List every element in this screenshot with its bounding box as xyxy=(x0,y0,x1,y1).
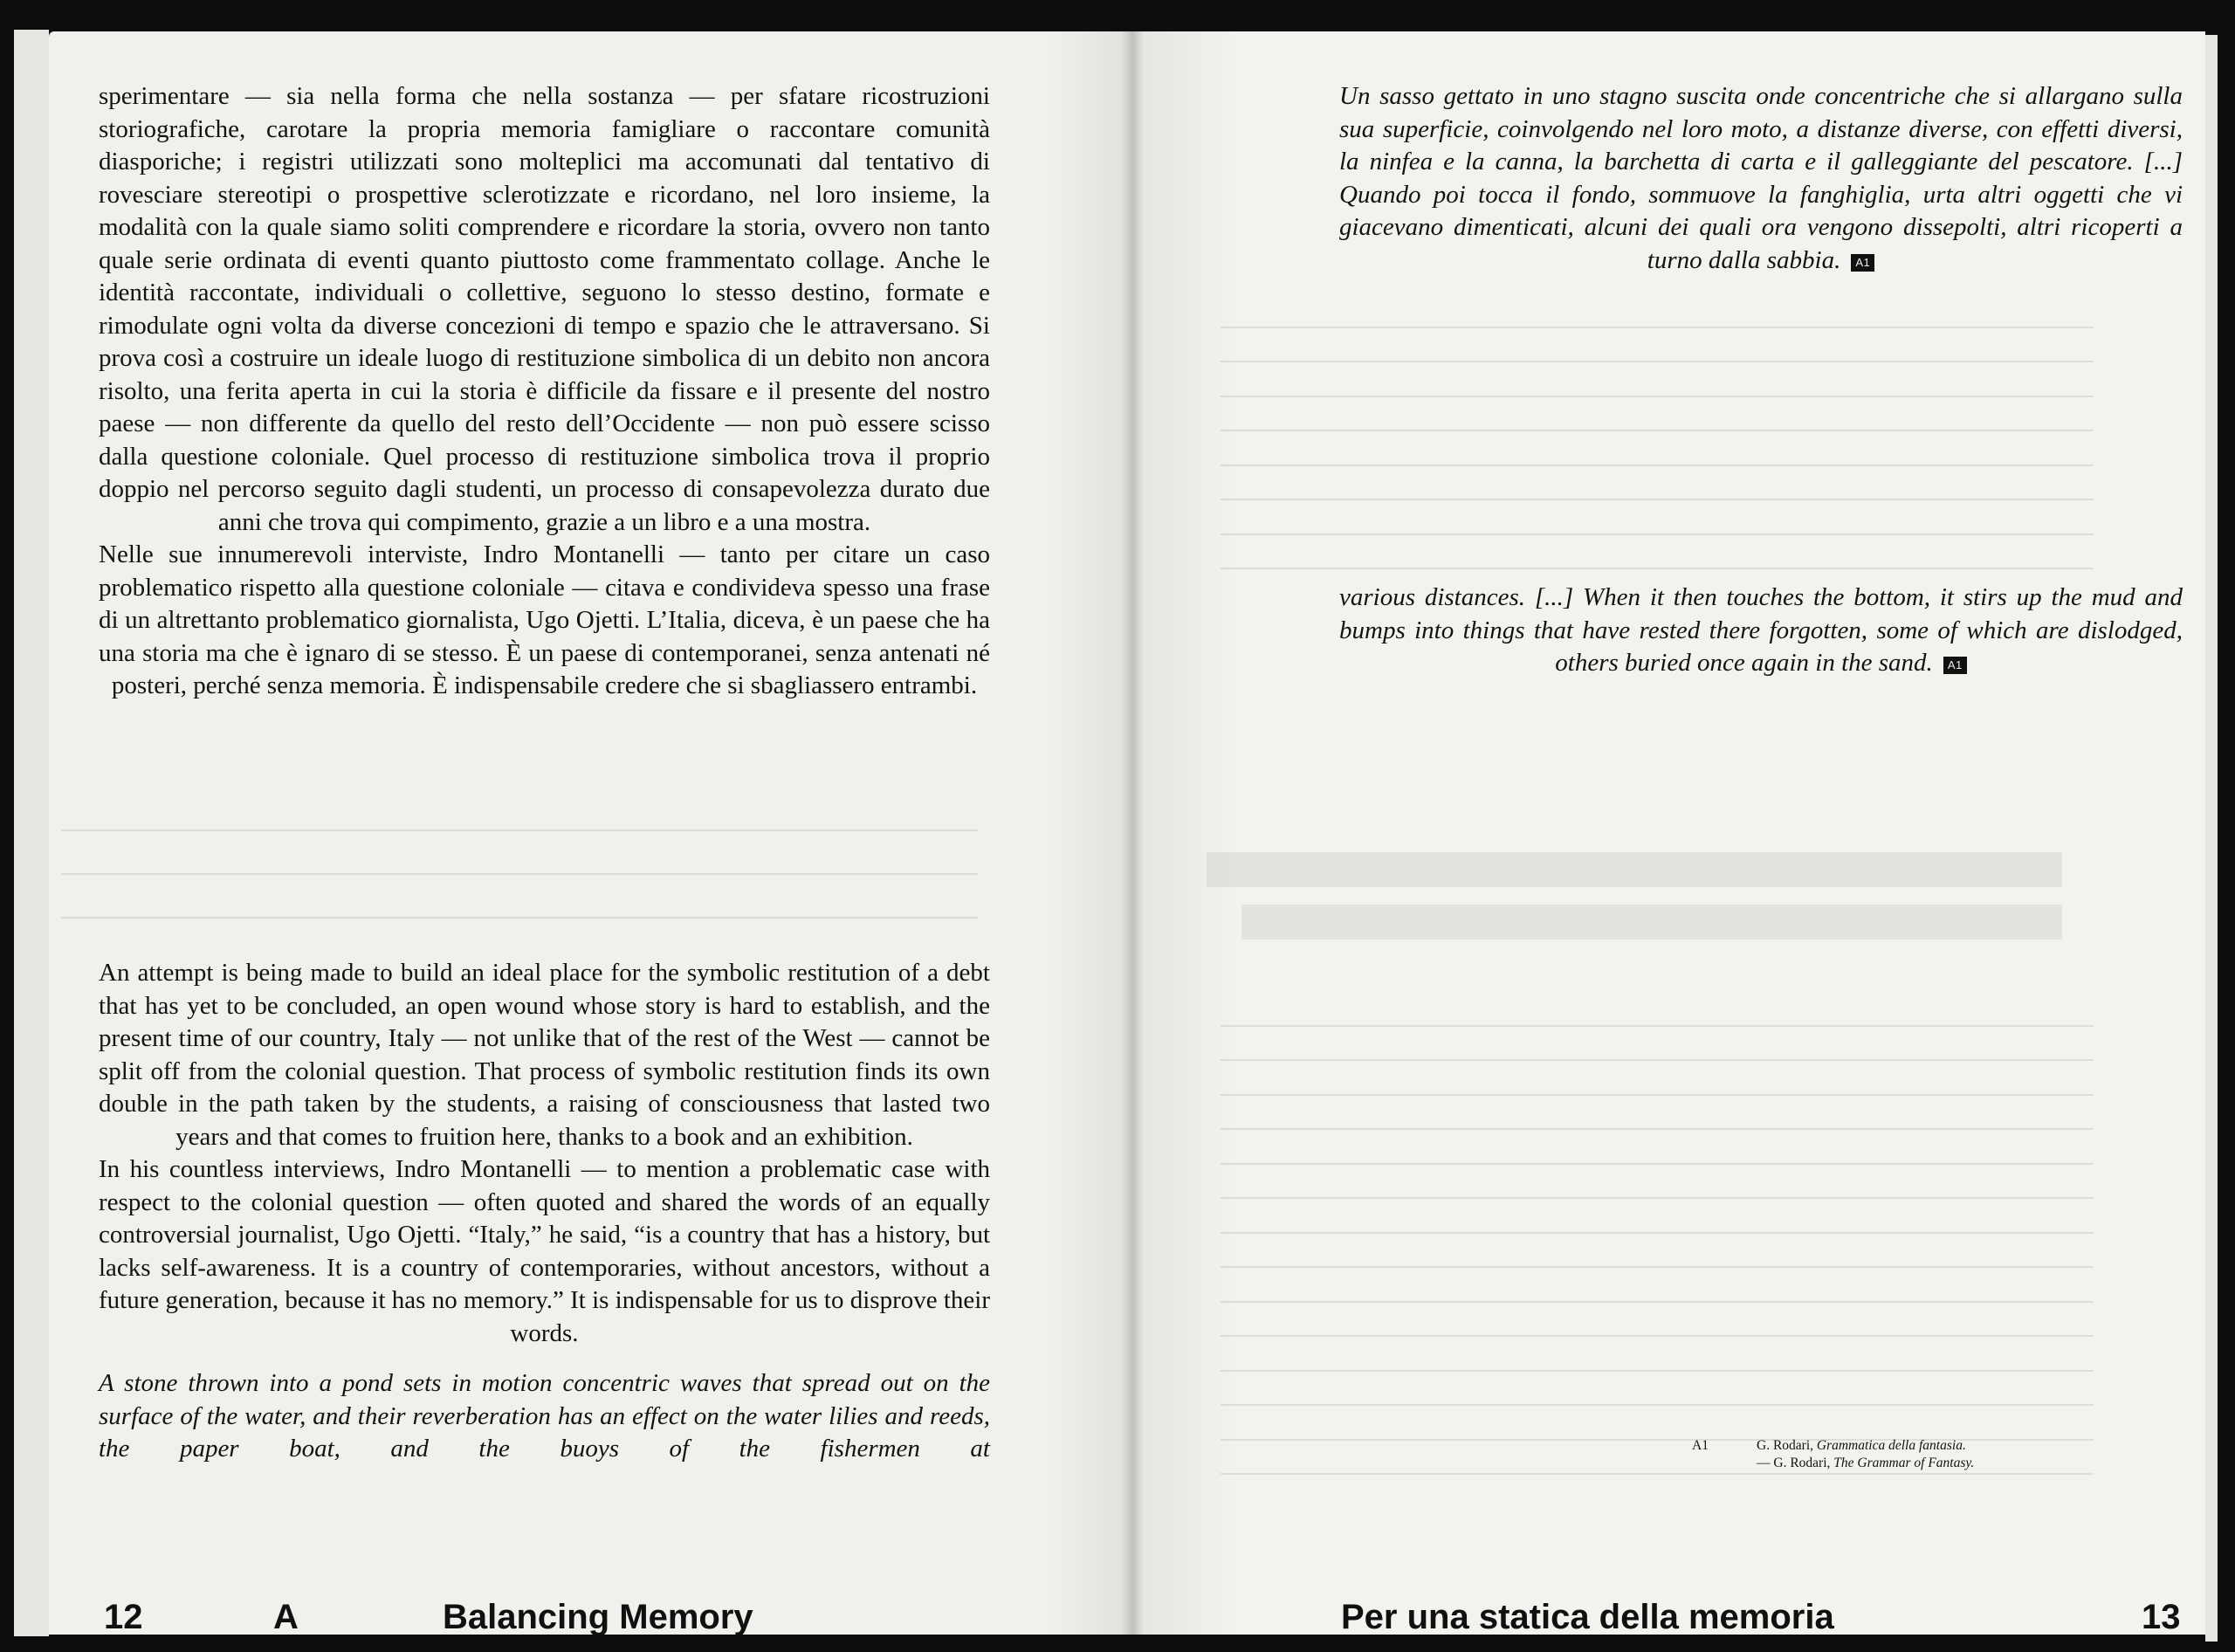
italian-quote xyxy=(1339,80,2183,277)
english-body-text xyxy=(99,957,990,1466)
english-quote-end xyxy=(1339,582,2183,680)
running-title-right: Per una statica della memoria xyxy=(1341,1598,1834,1635)
footnote-marker-en: A1 xyxy=(1943,657,1967,674)
show-through-text xyxy=(61,800,978,931)
section-letter-left: A xyxy=(273,1598,299,1635)
english-quote-end-text: various distances. [...] When it then touches the bottom, it stirs up the mud and bumps into things that have rested there forgotten, some of which are dislodged, others buried once again in the sand. xyxy=(1339,583,2183,677)
footnote-title-en: The Grammar of Fantasy. xyxy=(1833,1456,1975,1470)
right-page xyxy=(1133,31,2205,1635)
english-paragraph-1: An attempt is being made to build an ideal place for the symbolic restitution of a debt that has yet to be concluded, an open wound whose story is hard to establish, and the present time of our country, Italy — not unlike that of the rest of the West — cannot be split off from the colonial question. That process of symbolic restitution finds its own double in the path taken by the students, a raising of consciousness that lasted two years and that comes to fruition here, thanks to a book and an exhibition. xyxy=(99,959,990,1151)
show-through-heading xyxy=(1189,852,2062,974)
footnote-marker: A1 xyxy=(1851,254,1874,272)
footnote xyxy=(1692,1437,2041,1476)
page-edges-right xyxy=(2205,35,2218,1642)
page-edges-left xyxy=(14,30,49,1636)
show-through-paragraphs-top xyxy=(1221,293,2094,608)
italian-quote-text: Un sasso gettato in uno stagno suscita onde concentriche che si allargano sulla sua superficie, coinvolgendo nel loro moto, a distanze diverse, con effetti diversi, la ninfea e la canna, la barchetta di carta e il galleggiante del pescatore. [...] Quando poi tocca il fondo, sommuove la fanghiglia, urta altri oggetti che vi giacevano dimenticati, alcuni dei quali ora vengono dissepolti, altri ricoperti a turno dalla sabbia. xyxy=(1339,82,2183,274)
running-title-left: Balancing Memory xyxy=(443,1598,753,1635)
footnote-line-1: G. Rodari, Grammatica della fantasia. xyxy=(1757,1438,1966,1453)
italian-body-text xyxy=(99,80,990,703)
footnote-title-it: Grammatica della fantasia. xyxy=(1816,1438,1966,1453)
english-quote-start: A stone thrown into a pond sets in motion concentric waves that spread out on the surface of the water, and their reverberation has an effect on the water lilies and reeds, the paper boat, and the buoys of the fishermen at xyxy=(99,1369,990,1463)
english-paragraph-2: In his countless interviews, Indro Montanelli — to mention a problematic case with respect to the colonial question — often quoted and shared the words of an equally controversial journalist, Ugo Ojetti. “Italy,” he said, “is a country that has a history, but lacks self-awareness. It is a country of contemporaries, without ancestors, without a future generation, because it has no memory.” It is indispensable for us to disprove their words. xyxy=(99,1155,990,1347)
page-number-right: 13 xyxy=(2142,1598,2181,1635)
footnote-number: A1 xyxy=(1692,1438,1709,1453)
book-gutter-shadow xyxy=(1048,31,1240,1635)
footnote-line-2: — G. Rodari, The Grammar of Fantasy. xyxy=(1757,1456,1975,1470)
left-page xyxy=(49,31,1133,1635)
italian-paragraph-1: sperimentare — sia nella forma che nella sostanza — per sfatare ricostruzioni storiografiche, carotare la propria memoria famigliare o raccontare comunità diasporiche; i registri utilizzati sono molteplici ma accomunati dal tentativo di rovesciare stereotipi o prospettive sclerotizzate e ricordano, nel loro insieme, la modalità con la quale siamo soliti comprendere e ricordare la storia, ovvero non tanto quale serie ordinata di eventi quanto piuttosto come frammentato collage. Anche le identità raccontate, individuali o collettive, seguono lo stesso destino, formate e rimodulate ogni volta da diverse concezioni di tempo e spazio che le attraversano. Si prova così a costruire un ideale luogo di restituzione simbolica di un debito non ancora risolto, una ferita aperta in cui la storia è difficile da fissare e il presente del nostro paese — non differente da quello del resto dell’Occidente — non può essere scisso dalla questione coloniale. Quel processo di restituzione simbolica trova il proprio doppio nel percorso seguito dagli studenti, un processo di consapevolezza durato due anni che trova qui compimento, grazie a un libro e a una mostra. xyxy=(99,82,990,536)
italian-paragraph-2: Nelle sue innumerevoli interviste, Indro Montanelli — tanto per citare un caso problematico rispetto alla questione coloniale — citava e condivideva spesso una frase di un altrettanto problematico giornalista, Ugo Ojetti. L’Italia, diceva, è un paese che ha una storia ma che è ignaro di se stesso. È un paese di contemporanei, senza antenati né posteri, perché senza memoria. È indispensabile credere che si sbagliassero entrambi. xyxy=(99,540,990,699)
page-number-left: 12 xyxy=(104,1598,143,1635)
show-through-paragraphs xyxy=(1221,992,2094,1481)
